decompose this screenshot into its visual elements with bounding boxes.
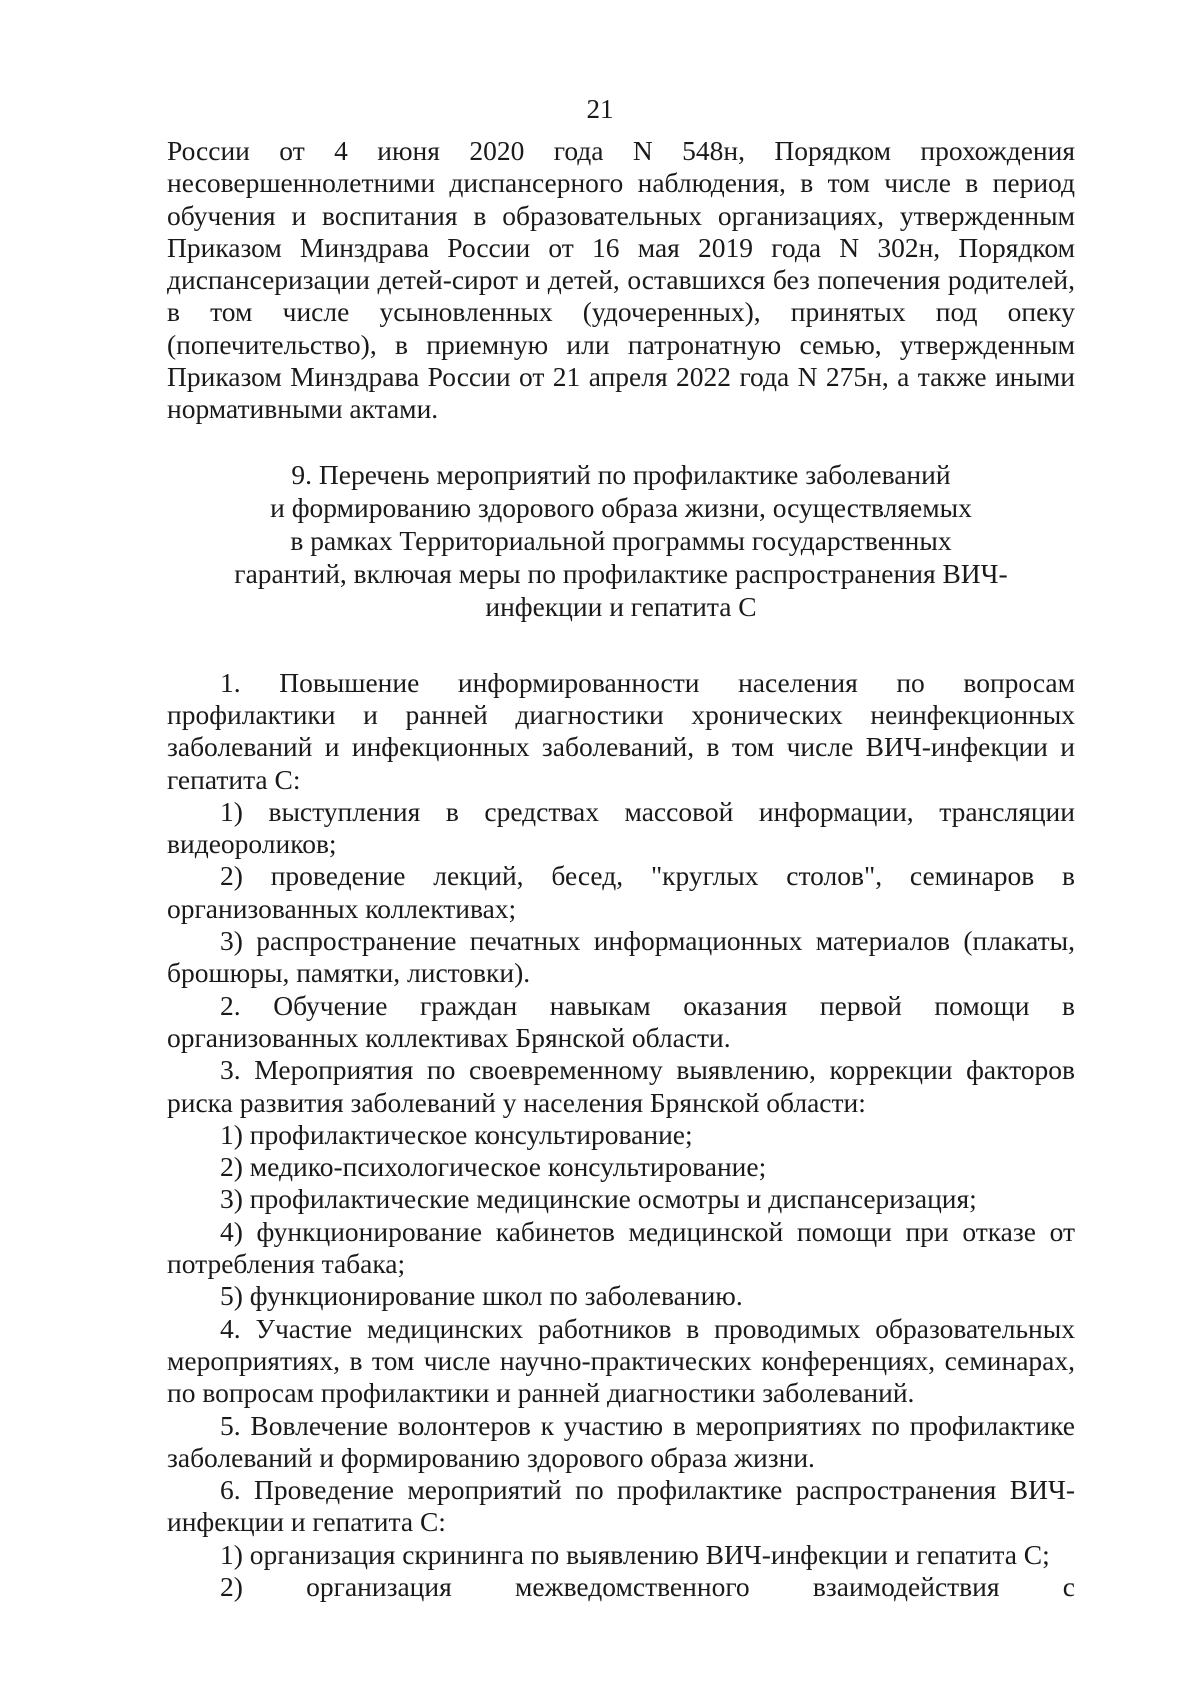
list-item: 6. Проведение мероприятий по профилактике распространения ВИЧ-инфекции и гепатита С: <box>167 1474 1075 1538</box>
list-item: 2) медико-психологическое консультирование; <box>220 1151 767 1183</box>
list-item: 1) выступления в средствах массовой информации, трансляции видеороликов; <box>167 795 1075 860</box>
document-body <box>167 135 1075 1603</box>
list-item: 1) организация скрининга по выявлению ВИЧ-инфекции и гепатита С; <box>220 1538 1050 1570</box>
section-heading-line: и формированию здорового образа жизни, осуществляемых <box>270 491 972 523</box>
section-heading-line: 9. Перечень мероприятий по профилактике заболеваний <box>291 458 951 490</box>
page-number: 21 <box>586 94 614 124</box>
list-item: 1. Повышение информированности населения по вопросам профилактики и ранней диагностики хронических неинфекционных заболеваний и инфекционных заболеваний, в том числе ВИЧ-инфекции и гепатита С: <box>167 666 1075 795</box>
section-heading-line: в рамках Территориальной программы государственных <box>290 524 952 556</box>
list-item: 3) профилактические медицинские осмотры и диспансеризация; <box>220 1183 977 1215</box>
list-item: 2. Обучение граждан навыкам оказания первой помощи в организованных коллективах Брянской области. <box>167 989 1075 1053</box>
list-item: 3) распространение печатных информационных материалов (плакаты, брошюры, памятки, листовки). <box>167 925 1075 989</box>
list-item: 2) организация межведомственного взаимодействия с <box>220 1570 1075 1602</box>
section-heading <box>207 458 1035 623</box>
list-item: 2) проведение лекций, бесед, "круглых столов", семинаров в организованных коллективах; <box>167 860 1075 924</box>
section-heading-line: инфекции и гепатита С <box>485 590 757 622</box>
list-item: 1) профилактическое консультирование; <box>220 1118 693 1150</box>
list-item: 4) функционирование кабинетов медицинской помощи при отказе от потребления табака; <box>167 1215 1075 1280</box>
list-item: 5) функционирование школ по заболеванию. <box>220 1280 743 1312</box>
list-item: 5. Вовлечение волонтеров к участию в мероприятиях по профилактике заболеваний и формированию здорового образа жизни. <box>167 1409 1075 1473</box>
list-item: 3. Мероприятия по своевременному выявлению, коррекции факторов риска развития заболеваний у населения Брянской области: <box>167 1054 1075 1118</box>
list-item: 4. Участие медицинских работников в проводимых образовательных мероприятиях, в том числе научно-практических конференциях, семинарах, по вопросам профилактики и ранней диагностики заболеваний. <box>167 1312 1075 1409</box>
section-heading-line: гарантий, включая меры по профилактике распространения ВИЧ- <box>234 557 1008 589</box>
continuation-paragraph: России от 4 июня 2020 года N 548н, Порядком прохождения несовершеннолетними диспансерного наблюдения, в том числе в период обучения и воспитания в образовательных организациях, утвержденным Приказом Минздрава России от 16 мая 2019 года N 302н, Порядком диспансеризации детей-сирот и детей, оставшихся без попечения родителей, в том числе усыновленных (удочеренных), принятых под опеку (попечительство), в приемную или патронатную семью, утвержденным Приказом Минздрава России от 21 апреля 2022 года N 275н, а также иными нормативными актами. <box>167 135 1075 425</box>
